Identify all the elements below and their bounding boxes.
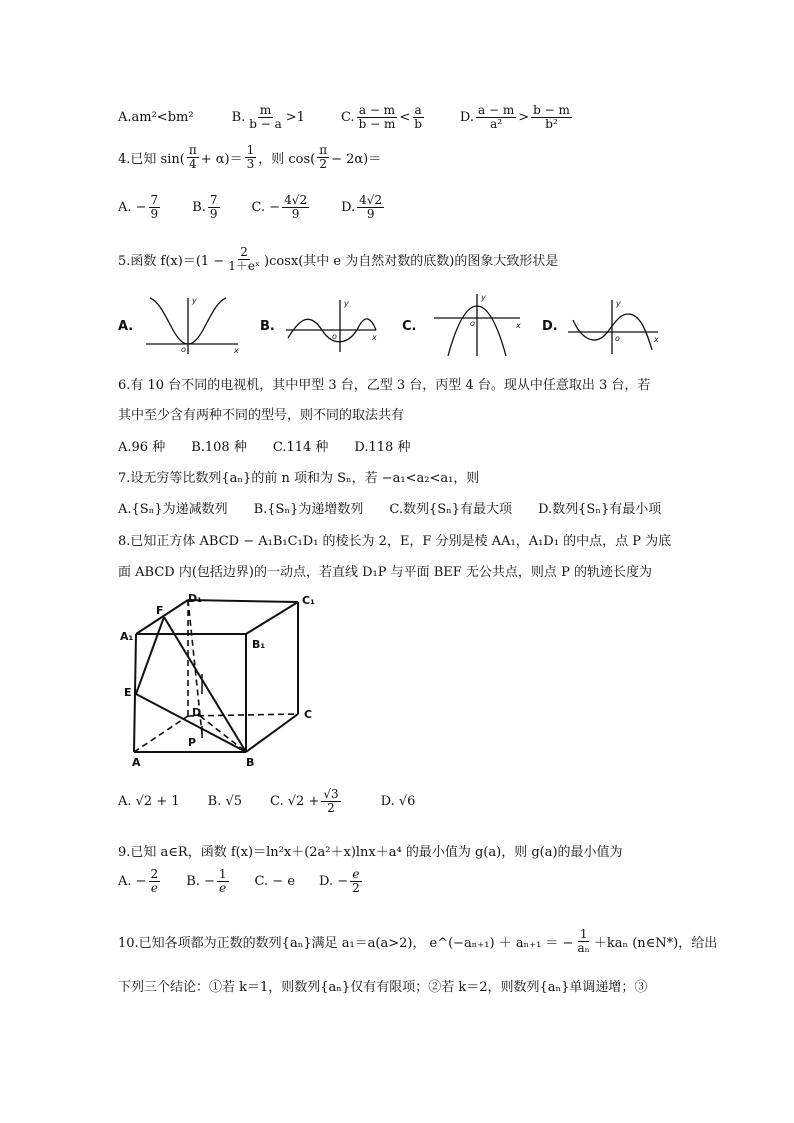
q6-line1: 6.有 10 台不同的电视机，其中甲型 3 台，乙型 3 台，丙型 4 台。现从中任意取出 3 台，若 xyxy=(118,378,651,393)
q7-option-d: D.数列{Sₙ}有最小项 xyxy=(538,502,662,517)
fraction: $\frac{1}{3}$ xyxy=(246,143,255,172)
q7-option-b: B.{Sₙ}为递增数列 xyxy=(253,502,364,517)
q3-option-a: A.am²<bm² xyxy=(118,110,194,126)
q4-stem: 4.已知 sin( $\frac{\pi}{4}$ + α)＝ $\frac{1}{3}$ ，则 cos( $\frac{\pi}{2}$ − 2α)＝ xyxy=(118,143,382,172)
svg-text:o: o xyxy=(470,319,475,328)
q8-option-b: B. √5 xyxy=(207,794,243,810)
fraction: $\frac{\pi}{2}$ xyxy=(319,143,328,172)
svg-text:y: y xyxy=(192,296,197,305)
fraction: $\frac{a - m}{b - m}$ xyxy=(358,103,396,132)
q8-option-a: A. √2 + 1 xyxy=(118,794,180,810)
q7-option-a: A.{Sₙ}为递减数列 xyxy=(118,502,228,517)
svg-text:o: o xyxy=(332,332,337,341)
q9-option-d: D. − $\frac{e}{2}$ xyxy=(319,867,360,896)
q3-option-d: D. $\frac{a - m}{\text{a²}}$ > $\frac{b - m}{\text{b²}}$ xyxy=(459,103,570,132)
q6-option-c: C.114 种 xyxy=(272,440,329,455)
svg-text:D: D xyxy=(192,706,202,719)
q9-options xyxy=(118,868,364,895)
q5-stem: 5.函数 f(x)＝(1 − $\frac{2}{\text{1＋eˣ}}$ )cosx(其中 e 为自然对数的底数)的图象大致形状是 xyxy=(118,245,559,274)
svg-text:x: x xyxy=(234,346,239,355)
svg-text:o: o xyxy=(181,345,186,354)
svg-text:P: P xyxy=(188,736,197,749)
svg-text:A: A xyxy=(132,756,141,769)
svg-text:x: x xyxy=(372,333,377,342)
q10-stem: 10.已知各项都为正数的数列{aₙ}满足 a₁＝a(a>2)， e^(−aₙ₊₁) ＋ aₙ₊₁ ＝ − $\frac{1}{\text{aₙ}}$ ＋kaₙ (n∈N*)，给出 xyxy=(118,927,718,956)
q8-option-c: C. √2 + $\frac{√3}{2}$ xyxy=(270,787,339,816)
q4-options xyxy=(118,194,386,221)
q8-options xyxy=(118,788,415,815)
svg-text:x: x xyxy=(654,335,659,344)
q8-line2: 面 ABCD 内(包括边界)的一动点，若直线 D₁P 与平面 BEF 无公共点，则点 P 的轨迹长度为 xyxy=(118,565,652,580)
q3-option-c: C. $\frac{a - m}{b - m}$ < $\frac{a}{b}$ xyxy=(340,103,422,132)
svg-text:y: y xyxy=(344,299,349,308)
svg-text:o: o xyxy=(615,334,620,343)
graph-label-d: D. xyxy=(542,319,558,334)
fraction: $\frac{b - m}{\text{b²}}$ xyxy=(533,103,570,132)
q8-option-d: D. √6 xyxy=(380,794,416,810)
q3-option-b: B. $\frac{m}{b - a}$ >1 xyxy=(231,103,305,132)
q6-line2: 其中至少含有两种不同的型号，则不同的取法共有 xyxy=(118,408,405,423)
svg-text:y: y xyxy=(616,299,621,308)
q6-option-a: A.96 种 xyxy=(118,440,166,455)
q9-option-a: A. − $\frac{2}{e}$ xyxy=(118,867,159,896)
fraction: $\frac{a - m}{\text{a²}}$ xyxy=(478,103,515,132)
q8-line1: 8.已知正方体 ABCD − A₁B₁C₁D₁ 的棱长为 2，E，F 分别是棱 AA₁，A₁D₁ 的中点，点 P 为底 xyxy=(118,534,672,549)
q4-option-d: D. $\frac{4√2}{9}$ xyxy=(341,193,383,222)
fraction: $\frac{\pi}{4}$ xyxy=(188,143,197,172)
svg-text:B: B xyxy=(246,756,255,769)
graph-label-c: C. xyxy=(402,319,417,334)
svg-text:B₁: B₁ xyxy=(252,638,266,651)
q4-option-b: B. $\frac{7}{9}$ xyxy=(192,193,218,222)
svg-text:C₁: C₁ xyxy=(302,594,315,607)
q6-option-b: B.108 种 xyxy=(191,440,247,455)
q8-cube-figure xyxy=(118,588,338,770)
q7-option-c: C.数列{Sₙ}有最大项 xyxy=(389,502,513,517)
svg-text:x: x xyxy=(516,321,521,330)
q5-graphs xyxy=(118,290,678,360)
q9-stem: 9.已知 a∈R，函数 f(x)＝ln²x＋(2a²＋x)lnx＋a⁴ 的最小值为 g(a)，则 g(a)的最小值为 xyxy=(118,845,623,860)
q9-option-c: C. − e xyxy=(254,874,296,890)
graph-label-a: A. xyxy=(118,319,134,334)
svg-text:E: E xyxy=(124,686,132,699)
q6-options xyxy=(118,436,410,455)
graph-label-b: B. xyxy=(260,319,275,334)
q3-options xyxy=(118,104,574,131)
svg-text:C: C xyxy=(304,708,313,721)
q7-options xyxy=(118,498,661,517)
svg-text:y: y xyxy=(481,293,486,302)
q10-line2: 下列三个结论：①若 k＝1，则数列{aₙ}仅有有限项；②若 k＝2，则数列{aₙ}单调递增；③ xyxy=(118,980,648,995)
fraction: $\frac{2}{\text{1＋eˣ}}$ xyxy=(228,245,261,274)
q6-option-d: D.118 种 xyxy=(354,440,411,455)
fraction: $\frac{m}{b - a}$ xyxy=(249,103,282,132)
svg-text:A₁: A₁ xyxy=(120,630,134,643)
q4-option-c: C. − $\frac{4√2}{9}$ xyxy=(251,193,308,222)
q4-option-a: A. − $\frac{7}{9}$ xyxy=(118,193,159,222)
fraction: $\frac{1}{\text{aₙ}}$ xyxy=(577,927,590,956)
q9-option-b: B. − $\frac{1}{e}$ xyxy=(186,867,227,896)
fraction: $\frac{a}{b}$ xyxy=(414,103,422,132)
svg-text:D₁: D₁ xyxy=(188,592,202,605)
q7-stem: 7.设无穷等比数列{aₙ}的前 n 项和为 Sₙ，若 −a₁<a₂<a₁，则 xyxy=(118,471,480,486)
svg-text:F: F xyxy=(156,604,164,617)
